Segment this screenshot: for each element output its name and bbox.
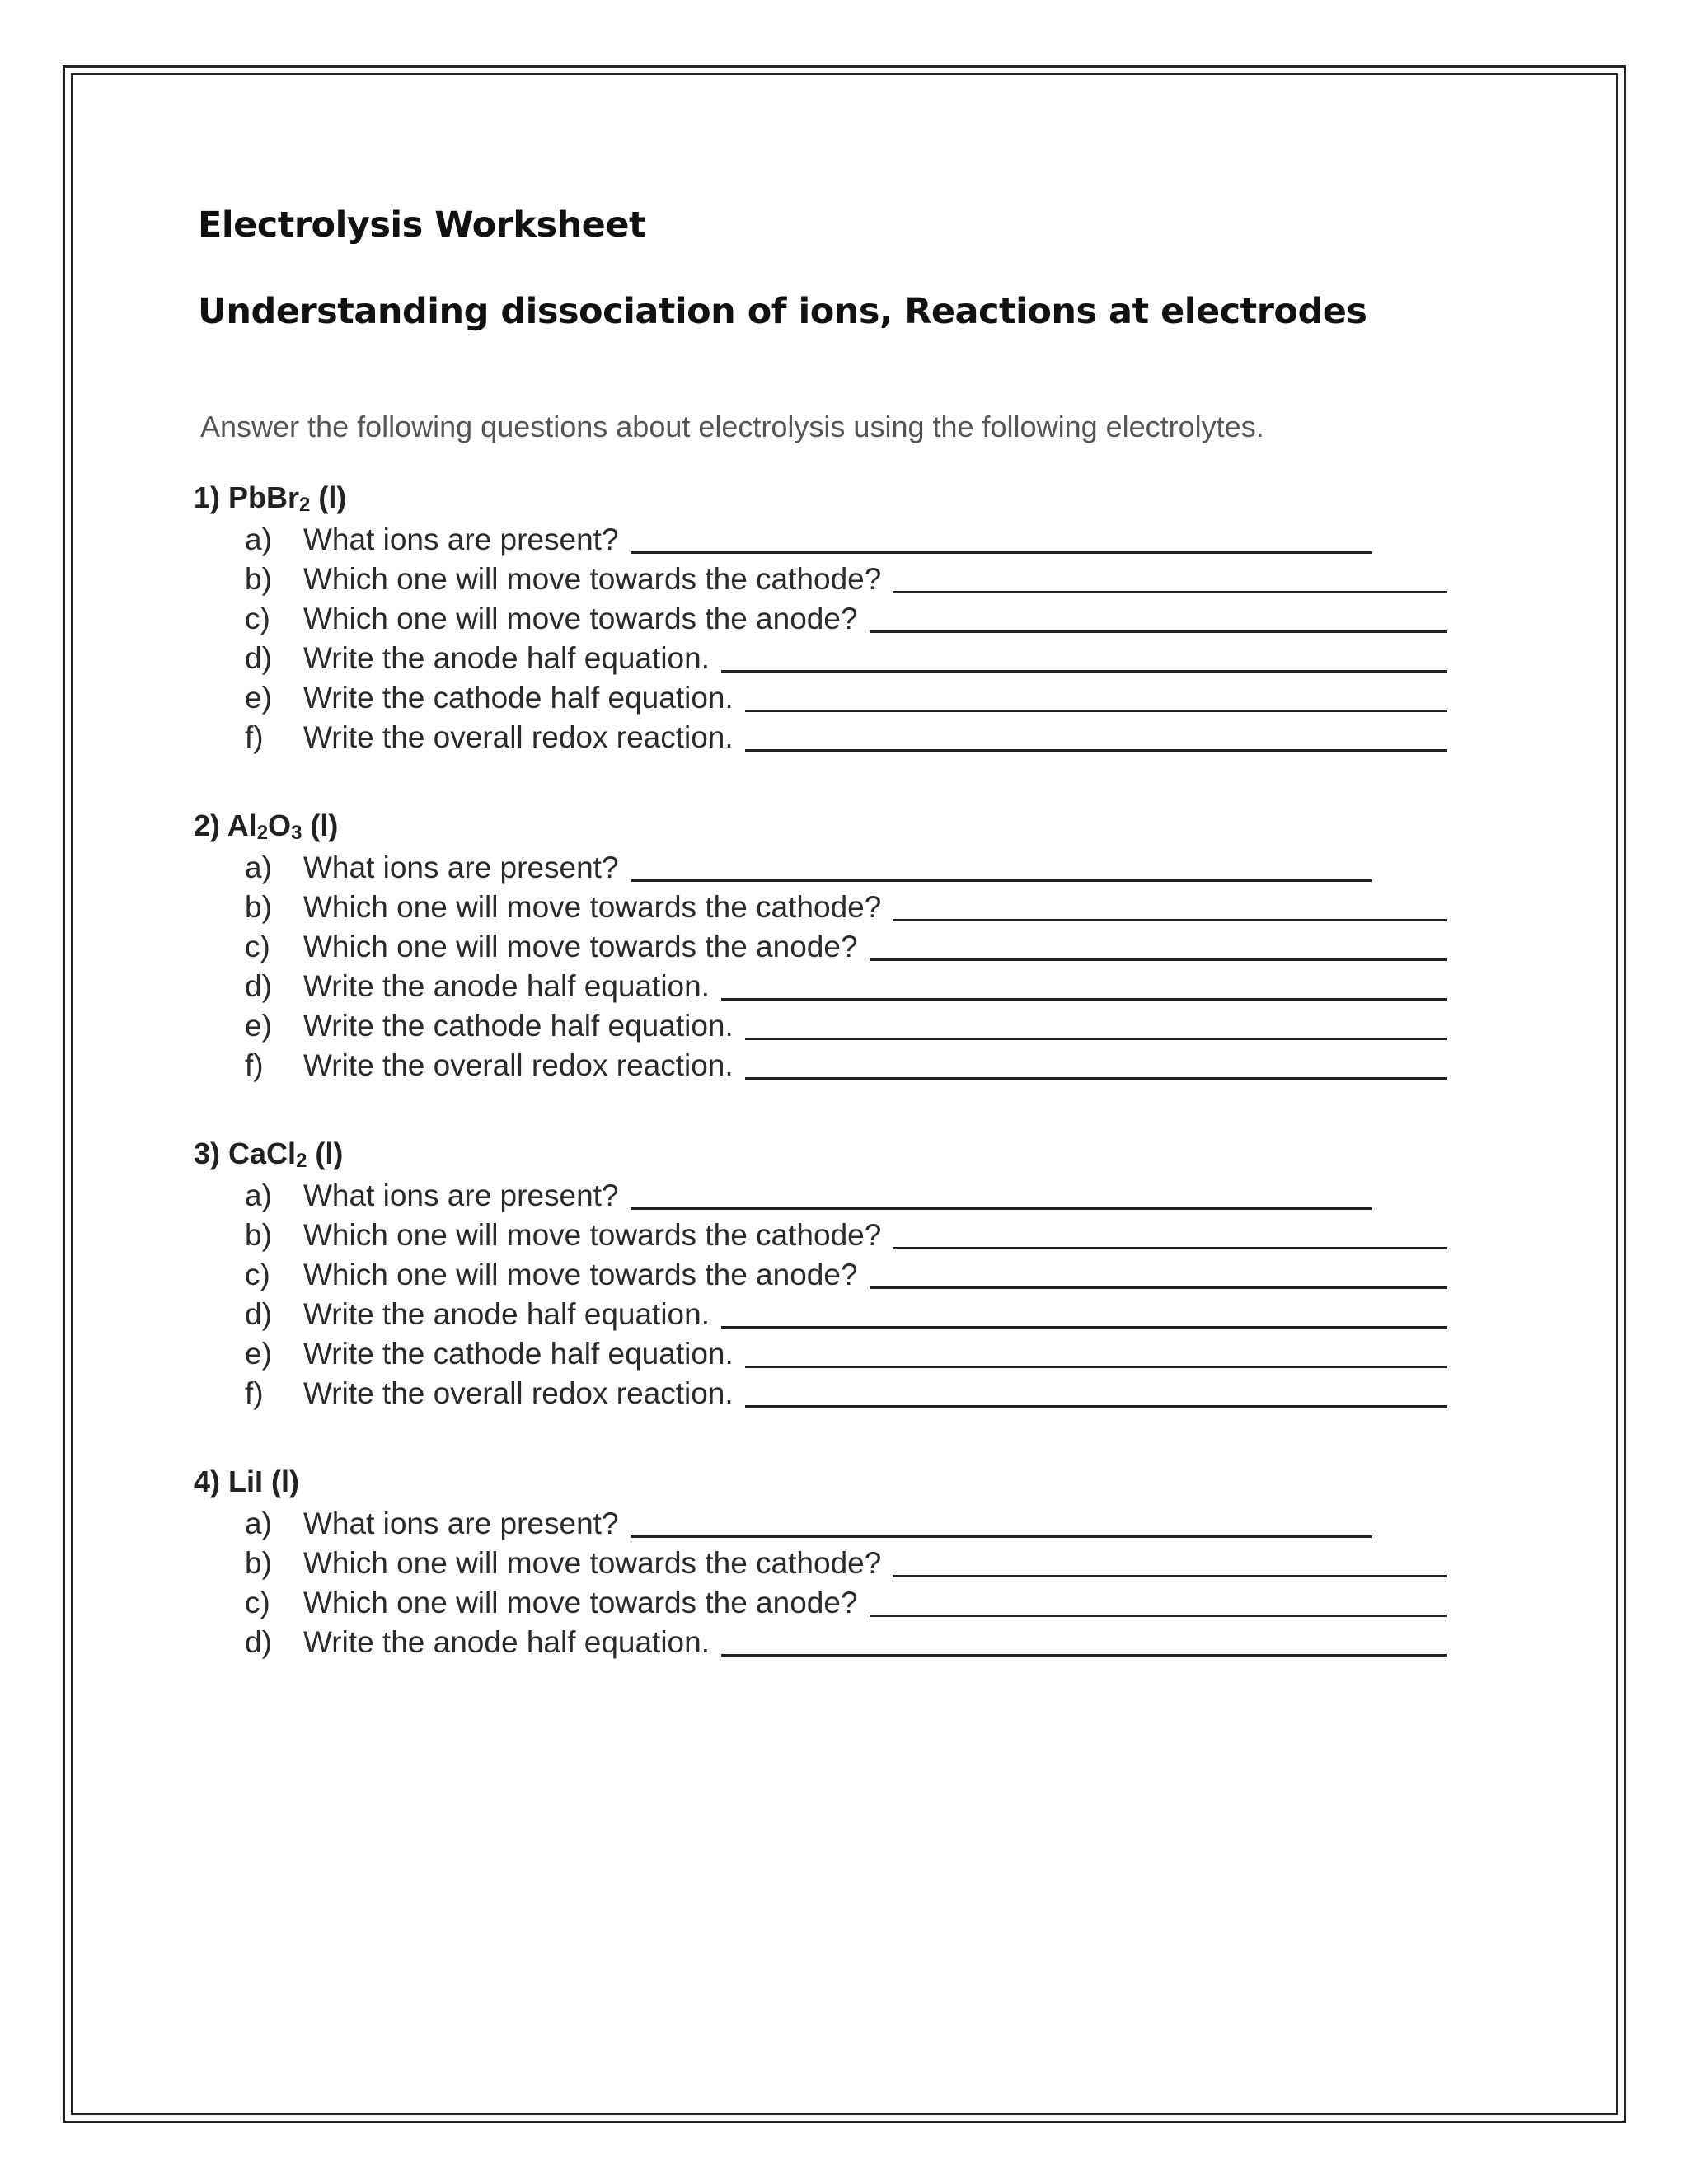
question-text: Write the anode half equation. xyxy=(303,969,710,1003)
question-letter: d) xyxy=(245,1625,272,1659)
question-row xyxy=(194,846,1447,885)
question-letter: c) xyxy=(245,1258,270,1291)
question-row xyxy=(194,636,1447,676)
question-letter: b) xyxy=(245,1218,272,1252)
question-sections xyxy=(194,478,1447,1711)
answer-line[interactable] xyxy=(631,1535,1372,1538)
answer-line[interactable] xyxy=(631,1207,1372,1210)
question-row xyxy=(194,1620,1447,1660)
question-text: Write the overall redox reaction. xyxy=(303,720,734,754)
question-text: Write the cathode half equation. xyxy=(303,1009,734,1043)
question-row xyxy=(194,925,1447,964)
question-row xyxy=(194,1174,1447,1213)
section-heading xyxy=(194,478,1447,518)
question-letter: c) xyxy=(245,930,270,963)
question-row xyxy=(194,1004,1447,1043)
question-row xyxy=(194,597,1447,636)
question-letter: c) xyxy=(245,1586,270,1619)
formula: $Al_2O_3$ (l) xyxy=(227,808,339,844)
instructions-text: Answer the following questions about electrolysis using the following electrolytes. xyxy=(200,410,1264,443)
answer-line[interactable] xyxy=(870,958,1447,961)
answer-line[interactable] xyxy=(745,749,1447,752)
question-letter: e) xyxy=(245,681,272,715)
question-letter: d) xyxy=(245,969,272,1003)
question-letter: a) xyxy=(245,1179,272,1212)
answer-line[interactable] xyxy=(893,591,1447,593)
question-row xyxy=(194,1213,1447,1253)
answer-line[interactable] xyxy=(721,670,1447,673)
question-letter: b) xyxy=(245,890,272,924)
question-letter: e) xyxy=(245,1337,272,1371)
question-letter: a) xyxy=(245,851,272,884)
question-letter: b) xyxy=(245,1546,272,1580)
question-text: What ions are present? xyxy=(303,851,619,884)
question-letter: d) xyxy=(245,1297,272,1331)
question-row xyxy=(194,1253,1447,1292)
formula: CaCl$_2$ (l) xyxy=(228,1137,344,1172)
question-text: Which one will move towards the cathode? xyxy=(303,890,882,924)
question-letter: a) xyxy=(245,1507,272,1540)
question-row xyxy=(194,1581,1447,1620)
section-1 xyxy=(194,478,1447,755)
question-row xyxy=(194,715,1447,755)
question-text: Write the anode half equation. xyxy=(303,641,710,675)
question-letter: f) xyxy=(245,1376,264,1410)
question-text: Which one will move towards the anode? xyxy=(303,1258,858,1291)
answer-line[interactable] xyxy=(745,1366,1447,1368)
question-text: Which one will move towards the cathode? xyxy=(303,1218,882,1252)
answer-line[interactable] xyxy=(870,1286,1447,1289)
question-text: What ions are present? xyxy=(303,1507,619,1540)
answer-line[interactable] xyxy=(870,630,1447,633)
question-row xyxy=(194,557,1447,597)
question-letter: d) xyxy=(245,641,272,675)
question-letter: f) xyxy=(245,720,264,754)
question-row xyxy=(194,964,1447,1004)
formula: LiI (l) xyxy=(228,1465,300,1498)
question-text: Write the cathode half equation. xyxy=(303,681,734,715)
answer-line[interactable] xyxy=(745,710,1447,712)
question-text: Write the overall redox reaction. xyxy=(303,1048,734,1082)
question-text: Write the overall redox reaction. xyxy=(303,1376,734,1410)
answer-line[interactable] xyxy=(721,1326,1447,1329)
question-row xyxy=(194,1502,1447,1541)
question-text: Which one will move towards the anode? xyxy=(303,930,858,963)
section-4 xyxy=(194,1462,1447,1660)
section-number: 2) xyxy=(194,808,221,842)
answer-line[interactable] xyxy=(745,1405,1447,1408)
answer-line[interactable] xyxy=(721,998,1447,1001)
answer-line[interactable] xyxy=(893,919,1447,921)
answer-line[interactable] xyxy=(893,1247,1447,1249)
question-row xyxy=(194,1371,1447,1411)
question-letter: a) xyxy=(245,523,272,556)
worksheet-title: Electrolysis Worksheet xyxy=(198,204,646,246)
formula: PbBr$_2$ (l) xyxy=(228,480,347,516)
answer-line[interactable] xyxy=(870,1615,1447,1617)
answer-line[interactable] xyxy=(631,879,1372,882)
question-text: What ions are present? xyxy=(303,523,619,556)
question-row xyxy=(194,885,1447,925)
question-text: Write the anode half equation. xyxy=(303,1297,710,1331)
question-text: Which one will move towards the cathode? xyxy=(303,1546,882,1580)
question-text: Which one will move towards the cathode? xyxy=(303,562,882,596)
section-number: 4) xyxy=(194,1465,221,1498)
question-letter: f) xyxy=(245,1048,264,1082)
question-text: Which one will move towards the anode? xyxy=(303,1586,858,1619)
question-text: Write the anode half equation. xyxy=(303,1625,710,1659)
section-number: 1) xyxy=(194,480,221,514)
answer-line[interactable] xyxy=(893,1575,1447,1577)
section-3 xyxy=(194,1134,1447,1411)
answer-line[interactable] xyxy=(631,551,1372,554)
question-row xyxy=(194,518,1447,557)
section-heading xyxy=(194,1462,1447,1502)
worksheet-subtitle: Understanding dissociation of ions, Reactions at electrodes xyxy=(198,291,1367,332)
section-number: 3) xyxy=(194,1137,221,1170)
question-row xyxy=(194,1043,1447,1083)
question-text: What ions are present? xyxy=(303,1179,619,1212)
section-heading xyxy=(194,1134,1447,1174)
section-heading xyxy=(194,806,1447,846)
question-letter: e) xyxy=(245,1009,272,1043)
question-text: Which one will move towards the anode? xyxy=(303,602,858,635)
question-row xyxy=(194,1541,1447,1581)
question-text: Write the cathode half equation. xyxy=(303,1337,734,1371)
answer-line[interactable] xyxy=(721,1654,1447,1657)
section-2 xyxy=(194,806,1447,1083)
question-letter: b) xyxy=(245,562,272,596)
question-letter: c) xyxy=(245,602,270,635)
question-row xyxy=(194,1332,1447,1371)
question-row xyxy=(194,1292,1447,1332)
question-row xyxy=(194,676,1447,715)
answer-line[interactable] xyxy=(745,1038,1447,1040)
answer-line[interactable] xyxy=(745,1077,1447,1080)
